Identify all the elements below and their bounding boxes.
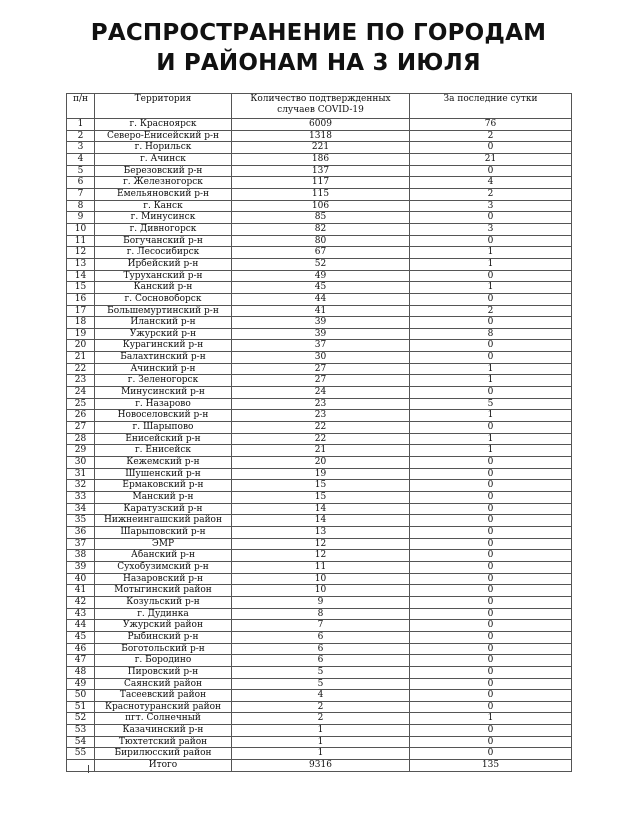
territory-cell: Саянский район (95, 678, 232, 690)
confirmed-cell: 1 (232, 748, 410, 760)
table-row (67, 445, 572, 457)
territory-cell: Енисейский р-н (95, 433, 232, 445)
table-row (67, 620, 572, 632)
row-number: 37 (67, 538, 95, 550)
row-number: 53 (67, 725, 95, 737)
last-day-cell: 0 (410, 561, 572, 573)
table-row (67, 480, 572, 492)
row-number: 16 (67, 293, 95, 305)
row-number: 6 (67, 177, 95, 189)
territory-cell: Иланский р-н (95, 317, 232, 329)
total-label: Итого (95, 760, 232, 772)
table-row (67, 293, 572, 305)
row-number: 26 (67, 410, 95, 422)
last-day-cell: 0 (410, 270, 572, 282)
last-day-cell: 0 (410, 620, 572, 632)
header-last-day: За последние сутки (410, 94, 572, 119)
territory-cell: г. Лесосибирск (95, 247, 232, 259)
table-row (67, 573, 572, 585)
table-row (67, 643, 572, 655)
last-day-cell: 4 (410, 177, 572, 189)
confirmed-cell: 106 (232, 200, 410, 212)
territory-cell: Каратузский р-н (95, 503, 232, 515)
last-day-cell: 0 (410, 142, 572, 154)
last-day-cell: 1 (410, 247, 572, 259)
row-number: 28 (67, 433, 95, 445)
last-day-cell: 0 (410, 492, 572, 504)
last-day-cell: 0 (410, 387, 572, 399)
row-number: 49 (67, 678, 95, 690)
row-number: 47 (67, 655, 95, 667)
row-number: 14 (67, 270, 95, 282)
header-confirmed-cases: Количество подтвержденных случаев COVID-19 (232, 94, 410, 119)
territory-cell: г. Енисейск (95, 445, 232, 457)
last-day-cell: 1 (410, 363, 572, 375)
confirmed-cell: 10 (232, 585, 410, 597)
table-row (67, 153, 572, 165)
territory-cell: г. Зеленогорск (95, 375, 232, 387)
territory-cell: Тасеевский район (95, 690, 232, 702)
row-number: 5 (67, 165, 95, 177)
last-day-cell: 2 (410, 130, 572, 142)
confirmed-cell: 14 (232, 503, 410, 515)
last-day-cell: 0 (410, 666, 572, 678)
last-day-cell: 0 (410, 643, 572, 655)
row-number: 50 (67, 690, 95, 702)
row-number: 44 (67, 620, 95, 632)
table-row (67, 305, 572, 317)
last-day-cell: 76 (410, 119, 572, 131)
last-day-cell: 0 (410, 573, 572, 585)
territory-cell: Большемуртинский р-н (95, 305, 232, 317)
territory-cell: Сухобузимский р-н (95, 561, 232, 573)
territory-cell: г. Железногорск (95, 177, 232, 189)
table-row (67, 736, 572, 748)
table-row (67, 422, 572, 434)
table-row (67, 433, 572, 445)
territory-cell: Мотыгинский район (95, 585, 232, 597)
territory-cell: Шарыповский р-н (95, 526, 232, 538)
table-row (67, 608, 572, 620)
confirmed-cell: 85 (232, 212, 410, 224)
table-row (67, 748, 572, 760)
table-row (67, 526, 572, 538)
territory-cell: г. Ачинск (95, 153, 232, 165)
table-row (67, 258, 572, 270)
last-day-cell: 1 (410, 282, 572, 294)
last-day-cell: 0 (410, 340, 572, 352)
header-territory: Территория (95, 94, 232, 119)
table-row (67, 515, 572, 527)
last-day-cell: 0 (410, 422, 572, 434)
territory-cell: Ужурский район (95, 620, 232, 632)
territory-cell: Назаровский р-н (95, 573, 232, 585)
row-number: 24 (67, 387, 95, 399)
territory-cell: Туруханский р-н (95, 270, 232, 282)
confirmed-cell: 24 (232, 387, 410, 399)
territory-cell: Балахтинский р-н (95, 352, 232, 364)
table-row (67, 363, 572, 375)
row-number: 19 (67, 328, 95, 340)
territory-cell: Пировский р-н (95, 666, 232, 678)
row-number: 31 (67, 468, 95, 480)
last-day-cell: 1 (410, 375, 572, 387)
confirmed-cell: 186 (232, 153, 410, 165)
last-day-cell: 0 (410, 235, 572, 247)
confirmed-cell: 82 (232, 223, 410, 235)
territory-cell: Казачинский р-н (95, 725, 232, 737)
row-number: 23 (67, 375, 95, 387)
row-number: 18 (67, 317, 95, 329)
confirmed-cell: 19 (232, 468, 410, 480)
confirmed-cell: 52 (232, 258, 410, 270)
confirmed-cell: 20 (232, 457, 410, 469)
table-row (67, 340, 572, 352)
table-row (67, 503, 572, 515)
row-number: 48 (67, 666, 95, 678)
total-number (67, 760, 95, 772)
header-number: п/н (67, 94, 95, 119)
territory-cell: г. Шарыпово (95, 422, 232, 434)
confirmed-cell: 23 (232, 398, 410, 410)
territory-cell: Рыбинский р-н (95, 631, 232, 643)
confirmed-cell: 15 (232, 492, 410, 504)
last-day-cell: 1 (410, 433, 572, 445)
title-line-2: И РАЙОНАМ НА 3 ИЮЛЯ (156, 50, 481, 76)
confirmed-cell: 49 (232, 270, 410, 282)
row-number: 55 (67, 748, 95, 760)
table-row (67, 666, 572, 678)
table-row (67, 212, 572, 224)
row-number: 42 (67, 596, 95, 608)
row-number: 51 (67, 701, 95, 713)
row-number: 33 (67, 492, 95, 504)
table-row (67, 282, 572, 294)
confirmed-cell: 27 (232, 363, 410, 375)
table-row (67, 725, 572, 737)
last-day-cell: 1 (410, 713, 572, 725)
row-number: 45 (67, 631, 95, 643)
territory-cell: г. Назарово (95, 398, 232, 410)
confirmed-cell: 12 (232, 550, 410, 562)
confirmed-cell: 137 (232, 165, 410, 177)
confirmed-cell: 44 (232, 293, 410, 305)
last-day-cell: 0 (410, 608, 572, 620)
table-total-row (67, 760, 572, 772)
table-row (67, 130, 572, 142)
territory-cell: Козульский р-н (95, 596, 232, 608)
last-day-cell: 2 (410, 188, 572, 200)
row-number: 38 (67, 550, 95, 562)
row-number: 43 (67, 608, 95, 620)
table-row (67, 678, 572, 690)
confirmed-cell: 221 (232, 142, 410, 154)
confirmed-cell: 117 (232, 177, 410, 189)
territory-cell: Емельяновский р-н (95, 188, 232, 200)
territory-cell: Канский р-н (95, 282, 232, 294)
row-number: 35 (67, 515, 95, 527)
last-day-cell: 0 (410, 655, 572, 667)
territory-cell: ЭМР (95, 538, 232, 550)
row-number: 21 (67, 352, 95, 364)
last-day-cell: 0 (410, 748, 572, 760)
table-row (67, 585, 572, 597)
territory-cell: Ирбейский р-н (95, 258, 232, 270)
last-day-cell: 1 (410, 410, 572, 422)
row-number: 15 (67, 282, 95, 294)
row-number: 22 (67, 363, 95, 375)
confirmed-cell: 1 (232, 725, 410, 737)
table-row (67, 457, 572, 469)
last-day-cell: 0 (410, 212, 572, 224)
last-day-cell: 0 (410, 480, 572, 492)
confirmed-cell: 11 (232, 561, 410, 573)
territory-cell: г. Бородино (95, 655, 232, 667)
confirmed-cell: 39 (232, 328, 410, 340)
last-day-cell: 1 (410, 445, 572, 457)
last-day-cell: 3 (410, 223, 572, 235)
last-day-cell: 0 (410, 468, 572, 480)
territory-cell: Ужурский р-н (95, 328, 232, 340)
last-day-cell: 5 (410, 398, 572, 410)
confirmed-cell: 6 (232, 631, 410, 643)
territory-cell: Ачинский р-н (95, 363, 232, 375)
confirmed-cell: 23 (232, 410, 410, 422)
table-row (67, 200, 572, 212)
territory-cell: Богучанский р-н (95, 235, 232, 247)
territory-cell: пгт. Солнечный (95, 713, 232, 725)
table-row (67, 387, 572, 399)
table-row (67, 235, 572, 247)
territory-cell: г. Дивногорск (95, 223, 232, 235)
last-day-cell: 0 (410, 596, 572, 608)
confirmed-cell: 41 (232, 305, 410, 317)
confirmed-cell: 7 (232, 620, 410, 632)
territory-cell: Краснотуранский район (95, 701, 232, 713)
row-number: 17 (67, 305, 95, 317)
confirmed-cell: 27 (232, 375, 410, 387)
confirmed-cell: 6 (232, 643, 410, 655)
row-number: 12 (67, 247, 95, 259)
table-row (67, 468, 572, 480)
territory-cell: Абанский р-н (95, 550, 232, 562)
row-number: 39 (67, 561, 95, 573)
table-row (67, 119, 572, 131)
last-day-cell: 0 (410, 690, 572, 702)
row-number: 52 (67, 713, 95, 725)
table-row (67, 690, 572, 702)
row-number: 11 (67, 235, 95, 247)
territory-cell: Нижнеингашский район (95, 515, 232, 527)
table-row (67, 713, 572, 725)
table-header-row (67, 94, 572, 119)
table-row (67, 165, 572, 177)
table-row (67, 596, 572, 608)
row-number: 40 (67, 573, 95, 585)
last-day-cell: 0 (410, 631, 572, 643)
territory-cell: Курагинский р-н (95, 340, 232, 352)
last-day-cell: 0 (410, 503, 572, 515)
territory-cell: г. Дудинка (95, 608, 232, 620)
cases-table (66, 93, 572, 772)
confirmed-cell: 14 (232, 515, 410, 527)
confirmed-cell: 21 (232, 445, 410, 457)
confirmed-cell: 6009 (232, 119, 410, 131)
table-row (67, 177, 572, 189)
confirmed-cell: 9 (232, 596, 410, 608)
page-title (0, 18, 637, 78)
territory-cell: г. Минусинск (95, 212, 232, 224)
last-day-cell: 0 (410, 293, 572, 305)
last-day-cell: 0 (410, 585, 572, 597)
table-row (67, 398, 572, 410)
table-row (67, 701, 572, 713)
last-day-cell: 21 (410, 153, 572, 165)
territory-cell: Ермаковский р-н (95, 480, 232, 492)
confirmed-cell: 30 (232, 352, 410, 364)
total-last-day: 135 (410, 760, 572, 772)
confirmed-cell: 5 (232, 666, 410, 678)
last-day-cell: 0 (410, 515, 572, 527)
confirmed-cell: 15 (232, 480, 410, 492)
territory-cell: г. Сосновоборск (95, 293, 232, 305)
confirmed-cell: 80 (232, 235, 410, 247)
confirmed-cell: 5 (232, 678, 410, 690)
territory-cell: Новоселовский р-н (95, 410, 232, 422)
last-day-cell: 2 (410, 305, 572, 317)
territory-cell: Манский р-н (95, 492, 232, 504)
confirmed-cell: 4 (232, 690, 410, 702)
table-row (67, 317, 572, 329)
last-day-cell: 0 (410, 526, 572, 538)
territory-cell: Боготольский р-н (95, 643, 232, 655)
row-number: 1 (67, 119, 95, 131)
territory-cell: г. Норильск (95, 142, 232, 154)
row-number: 29 (67, 445, 95, 457)
row-number: 41 (67, 585, 95, 597)
row-number: 3 (67, 142, 95, 154)
territory-cell: г. Красноярск (95, 119, 232, 131)
table-row (67, 655, 572, 667)
row-number: 13 (67, 258, 95, 270)
confirmed-cell: 8 (232, 608, 410, 620)
table-row (67, 223, 572, 235)
table-body (67, 119, 572, 760)
row-number: 4 (67, 153, 95, 165)
confirmed-cell: 1318 (232, 130, 410, 142)
row-number: 30 (67, 457, 95, 469)
text-cursor-mark (88, 765, 89, 773)
row-number: 54 (67, 736, 95, 748)
confirmed-cell: 1 (232, 736, 410, 748)
confirmed-cell: 22 (232, 433, 410, 445)
confirmed-cell: 2 (232, 701, 410, 713)
row-number: 2 (67, 130, 95, 142)
last-day-cell: 1 (410, 258, 572, 270)
confirmed-cell: 67 (232, 247, 410, 259)
last-day-cell: 0 (410, 725, 572, 737)
confirmed-cell: 2 (232, 713, 410, 725)
table-row (67, 188, 572, 200)
row-number: 20 (67, 340, 95, 352)
table-row (67, 550, 572, 562)
last-day-cell: 0 (410, 352, 572, 364)
last-day-cell: 0 (410, 550, 572, 562)
table-row (67, 375, 572, 387)
confirmed-cell: 6 (232, 655, 410, 667)
table-row (67, 328, 572, 340)
table-row (67, 247, 572, 259)
table-row (67, 142, 572, 154)
territory-cell: Кежемский р-н (95, 457, 232, 469)
last-day-cell: 0 (410, 736, 572, 748)
last-day-cell: 0 (410, 538, 572, 550)
row-number: 9 (67, 212, 95, 224)
territory-cell: г. Канск (95, 200, 232, 212)
row-number: 34 (67, 503, 95, 515)
confirmed-cell: 10 (232, 573, 410, 585)
table-row (67, 561, 572, 573)
row-number: 8 (67, 200, 95, 212)
row-number: 36 (67, 526, 95, 538)
territory-cell: Тюхтетский район (95, 736, 232, 748)
row-number: 7 (67, 188, 95, 200)
territory-cell: Бирилюсский район (95, 748, 232, 760)
confirmed-cell: 22 (232, 422, 410, 434)
confirmed-cell: 39 (232, 317, 410, 329)
last-day-cell: 0 (410, 165, 572, 177)
table-row (67, 270, 572, 282)
table-row (67, 352, 572, 364)
last-day-cell: 0 (410, 678, 572, 690)
last-day-cell: 0 (410, 457, 572, 469)
last-day-cell: 8 (410, 328, 572, 340)
confirmed-cell: 13 (232, 526, 410, 538)
row-number: 27 (67, 422, 95, 434)
confirmed-cell: 12 (232, 538, 410, 550)
territory-cell: Шушенский р-н (95, 468, 232, 480)
table-row (67, 538, 572, 550)
territory-cell: Северо-Енисейский р-н (95, 130, 232, 142)
row-number: 32 (67, 480, 95, 492)
last-day-cell: 0 (410, 317, 572, 329)
table-row (67, 410, 572, 422)
territory-cell: Минусинский р-н (95, 387, 232, 399)
table-row (67, 492, 572, 504)
last-day-cell: 3 (410, 200, 572, 212)
table-row (67, 631, 572, 643)
confirmed-cell: 115 (232, 188, 410, 200)
last-day-cell: 0 (410, 701, 572, 713)
title-line-1: РАСПРОСТРАНЕНИЕ ПО ГОРОДАМ (90, 20, 547, 46)
confirmed-cell: 37 (232, 340, 410, 352)
row-number: 10 (67, 223, 95, 235)
row-number: 25 (67, 398, 95, 410)
territory-cell: Березовский р-н (95, 165, 232, 177)
confirmed-cell: 45 (232, 282, 410, 294)
total-confirmed: 9316 (232, 760, 410, 772)
row-number: 46 (67, 643, 95, 655)
